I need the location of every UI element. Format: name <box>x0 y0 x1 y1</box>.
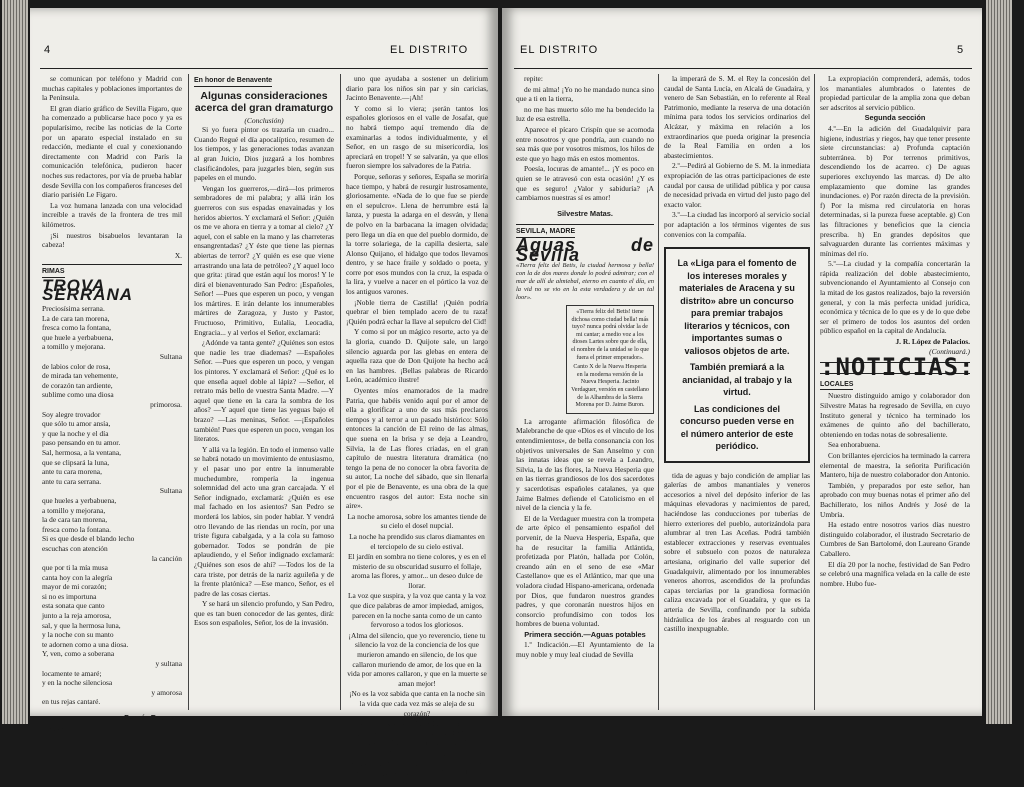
section-title: Segunda sección <box>864 113 926 123</box>
lopez-signature: J. R. López de Palacios. <box>895 337 970 347</box>
poem-title: TROVA SERRANA <box>42 275 134 305</box>
poem-line: y que la noche y el día <box>42 428 109 438</box>
poem-line: y sultana <box>155 659 182 669</box>
intro-paragraph: El gran diario gráfico de Sevilla Figaro, que ha comenzado a publicarse hace poco y ya es popularísimo, recibe las noticias de la Corte por un aparato especial instalado en su redacción, mediante el cual y conexionando directamente con Madrid con París la comunicación telefónica, pudieron hacer noches sus redactores, por vía de prueba hablar desde Sevilla con los compañeros franceses del diario parisién Le Figaro. <box>42 103 182 200</box>
poem-line: te adornen como a una diosa. <box>42 639 129 649</box>
poem-line: Si es que desde el blando lecho <box>42 534 135 544</box>
article-paragraph: 3.º—La ciudad las incorporó al servicio social por adaptación a los términos vigentes de sus convenios con la compañía. <box>664 210 810 239</box>
intro-paragraph: se comunican por teléfono y Madrid con muchas capitales y poblaciones importantes de la Península. <box>42 74 182 103</box>
poem-line: que hueles a yerbabuena, <box>42 495 117 505</box>
box-text: La «Liga para el fomento de los intereses morales y materiales de Aracena y su distrito» abre un concurso para premiar trabajos literarios y técnicos, con importantes sumas o valiosos objetos de arte. <box>677 258 797 356</box>
poem-line: de labios color de rosa, <box>42 361 111 371</box>
article-paragraph: Aparece el pícaro Crispín que se acomoda entre nosotros y que pondría, aun cuando no sea más que por vosotros mismos, los hilos de este que yo hago más en estos momentos. <box>516 124 654 163</box>
article-kicker: En honor de Benavente <box>194 76 272 87</box>
article-paragraph: tida de aguas y bajo condición de ampliar las galerías de ambos manantiales y veneros accesorios a nivel del depósito inferior de las máquinas elevadoras y nacimientos de pared, haciéndose las conducciones por tuberías de hierro exteriores del pueblo, autorizándola para alumbrar al tren Las Aceñas. Podrá también establecer extracciones y reservas eventuales sobre el subsuelo con pozos de naturaleza artesiana, originario del valle superior del Guadalquivir, alimentado por los innumerables veneros ahorros, ascendidos de la profundas capas terciarias por la grandiosa formación caliza excavada por el Guadaíra, y que es la arteria de Sevilla, confinando por la subida hidráulica de los árabes al resguardo con un castillo inexpugnable. <box>664 470 810 634</box>
article-paragraph: la imperará de S. M. el Rey la concesión del caudal de Santa Lucía, en Alcalá de Guadaíra, y venero de San Sebastián, en lo referente al Real Patrimonio, mediante la reserva de una dotación mínima para todos los servicios ordinarios del Alcázar, y máxima en relación a los extraordinarios que pueda originar la presencia de la Real Familia en orden a los abastecimientos. <box>664 74 810 160</box>
poem-line: Sultana <box>159 486 182 496</box>
right-col-3 <box>820 74 975 714</box>
left-header-rule <box>40 68 488 69</box>
sevilla-quote: «Tierra feliz del Betis, la ciudad hermosa y bella! con la de dos mares donde lo podrá admirar; con el mar de allí de almiebal, eterno en cuanto el día, en la vid no se vio en la esta verdadera y de un tal loor». <box>516 262 654 302</box>
article-paragraph: La expropiación comprenderá, además, todos los manantiales alumbrados o latentes de propiedad particular de la amplia zona que deban ser adscritos al servicio público. <box>820 74 970 112</box>
poem-line: en tus rejas cantaré. <box>42 697 101 707</box>
article-paragraph: no me has muerto sólo me ha bendecido la luz de esa estrella. <box>516 104 654 124</box>
poem-line: Preciosísima serrana. <box>42 304 105 314</box>
poem-line: paso pensando en tu amor. <box>42 438 121 448</box>
article-paragraph: de mi alma! ¡Yo no he mandado nunca sino que a ti en la tierra, <box>516 84 654 104</box>
poem-line: a tomillo y mejorana. <box>42 342 106 352</box>
matas-signature: Silvestre Matas. <box>557 208 613 218</box>
left-col-divider-1 <box>188 74 189 710</box>
left-page <box>30 8 498 787</box>
poem-author: Fermín Requena <box>124 713 182 722</box>
poem-kicker: RIMAS <box>42 267 65 278</box>
right-page-number: 5 <box>957 44 965 56</box>
intro-paragraph: La voz humana lanzada con una velocidad increíble a través de la frontera de tres mil kilómetros. <box>42 200 182 229</box>
left-page-header: EL DISTRITO <box>390 44 469 56</box>
poem-line: sublime como una diosa <box>42 390 114 400</box>
article-paragraph: Y como si por un mágico resorte, acto ya de la gloria, cuando D. Quijote sale, un largo silencio aguarda por las glebas en entera de aquella raza que de Don Quijote ha hecho acá en las hambres. ¡Bellas palabras de Ricardo León, académico ilustre! <box>346 327 488 385</box>
verse-line: ¡No es la voz sabida que canta en la noche sin la vida que cada vez más se aleja de su corazón? <box>349 689 485 718</box>
poem-line: escuchas con atención <box>42 543 108 553</box>
article-paragraph: La arrogante afirmación filosófica de Malebranche de que «Dios es el vínculo de los entendimientos», de bella consonancia con los objetivos universales de San Anselmo y con las innatas ideas que se revela a Leandro, Silvia, la de las flores, la Nueva Hesperia que en las tierras grandiosos de los dos sacerdotes y sacerdotisas españoles catalanes, ya que Jaime Balmes defiende el Catolicismo en el nivel de la ciencia y la fe. <box>516 416 654 513</box>
article-paragraph: 1.º Indicación.—El Ayuntamiento de la muy noble y muy leal ciudad de Sevilla <box>516 640 654 660</box>
poem-line: primorosa. <box>150 400 182 409</box>
left-col-2 <box>194 74 334 714</box>
right-header-rule <box>514 68 972 69</box>
article-paragraph: El de la Verdaguer muestra con la trompeta de arte épico el pensamiento español del porvenir, de la Nueva Hesperia, España, que ha de resucitar la familia Atlántida, profetizada por Platón, hallada por Colón, creando aún en el seno de ese «Mar Castellano» que es el Atlántico, mar que una voladora ciudad Hispano-americana, ordenada por Dios, que fundaron nuestros grandes padres, y que coronarán nuestros hijos en consorcio profundísimo con todos los hombres de buena voluntad. <box>516 513 654 629</box>
notice-item: Nuestro distinguido amigo y colaborador don Silvestre Matas ha regresado de Sevilla, en cuyo Instituto general y técnico ha terminado los exámenes de quinto año del bachillerato, obteniendo en todas notas de sobresaliente. <box>820 391 970 439</box>
left-footer-note: A su vez <box>42 724 67 733</box>
poem-line: Y, ven, como a soberana <box>42 649 115 659</box>
poem-line: canta hoy con la alegría <box>42 572 113 582</box>
figure-credit: Canto X de la Nueva Hesperia en la moderna versión de la Nueva Hesperia. Jacinto Verdaguer, versión en castellano de la Alhambra de la Sierra Morena por D. Jaime Buron. <box>571 364 649 409</box>
poem-line: ante tu cara serrana. <box>42 476 102 486</box>
poem-line: junto a la reja amorosa, <box>42 611 112 621</box>
intro-paragraph: ¡Si nuestros bisabuelos levantaran la cabeza! <box>42 230 182 250</box>
article-paragraph: Poesía, locuras de amante!... ¡Y es poco en quien se le atravesó con esta ocasión! ¿Y es que es seguro! ¿Valor y sabiduría? ¡A cambiarnos nuestras sí es amor! <box>516 164 654 203</box>
article-subtitle: (Conclusión) <box>244 115 284 125</box>
continuation-note: (Continuará.) <box>929 346 970 356</box>
poem-line: locamente te amaré; <box>42 668 102 678</box>
sevilla-title: Aguas de Sevilla <box>516 234 654 265</box>
poem-line: fresca como la fontana, <box>42 323 111 333</box>
poem-line: Sultana <box>159 352 182 362</box>
poem-line: Sal, hermosa, a la ventana, <box>42 447 122 457</box>
poem-line: y en la noche silenciosa <box>42 678 113 688</box>
box-text: También premiará a la ancianidad, al trabajo y la virtud. <box>682 362 792 398</box>
poem-line: sal, y que la hermosa luna, <box>42 620 121 630</box>
book-edge-left <box>2 0 28 724</box>
notices-kicker: LOCALES <box>820 380 853 391</box>
article-paragraph: Oyentes míos enamorados de la madre Patria, que habéis venido aquí por el amor de ella a glorificar a uno de sus más preclaros tiempos y al terror a un pasado histórico: Sólo entonces la canción de El reino de las almas, que suena en la brisa y se deja a Leandro, Silvia, la de Las flores criadas, en el gran capítulo de nuestra literatura dramática (no tengo la pena de no conocer la obra favorita de su autor, La noche del sábado, que sin llenarla por el pie de Benavente, es una obra de la que encuentro rasgos del autor: Esta noche sin aire». <box>346 386 488 511</box>
article-paragraph: repite: <box>524 74 543 83</box>
box-text: Las condiciones del concurso pueden verse en el número anterior de este periódico. <box>679 403 795 452</box>
sevilla-kicker: SEVILLA, MADRE <box>516 227 575 238</box>
right-page <box>502 8 982 716</box>
book-edge-right <box>986 0 1012 724</box>
poem-line: que huele a yerbabuena, <box>42 332 114 342</box>
verse-line: ¡Madre de mi alma! ¡No es luz de tus ojos la luz de esa estrella que como una lágrima de amor infinito en la noche tiembla? <box>351 719 483 748</box>
poem-line: La de cara tan morena, <box>42 313 110 323</box>
notice-item: Ha estado entre nosotros varios días nuestro distinguido colaborador, el ilustrado Secretario de Cumbres de San Bartolomé, don Laureano Grande Caballero. <box>820 520 970 558</box>
poem-line: esta sonata que canto <box>42 601 105 611</box>
poem-line: Soy alegre trovador <box>42 409 101 419</box>
poem-line: a tomillo y mejorana, <box>42 505 106 515</box>
poem-line: la canción <box>151 553 182 563</box>
poem-line: que se clipsará la luna, <box>42 457 110 467</box>
notice-item: También, y preparados por este señor, han aprobado con muy buenas notas el primer año del Bachillerato, los niños Andrés y José de la Umbría. <box>820 480 970 519</box>
figure-caption: «Tierra feliz del Betis! tiene dichosa como ciudad bella! más tuyo? nunca podrá olvidar la de mi cantar; a medio voz a los dioses Lartes sobre que de ella, el nombre de la unidad se lo que fuera el primer emperador». <box>571 309 649 361</box>
right-col-2 <box>664 74 810 714</box>
poem-line: de corazón tan ardiente, <box>42 380 113 390</box>
poem-line: de mirada tan vehemente, <box>42 371 118 381</box>
article-title: Algunas consideraciones acerca del gran dramaturgo <box>194 89 334 114</box>
article-paragraph: ¿Adónde va tanta gente? ¿Quiénes son estos que nadie les trae diademas? —Españoles Señor. —Pues que esperen un poco, y vengan los pintores. Y exclamará el Señor: ¿Qué es lo que enseña aquel doble al lápiz? —Señor, el retrato más bello de vuestra Santa Madre. —Y aquel que tiene en la cara la sombra de los años? —Y aquel que tiene las yeguas bajo el brazo? —Las meninas, Señor. —¡Españoles también! Pues que esperen un poco, vengan los literatos. <box>194 338 334 444</box>
poem-line: que por ti la mía musa <box>42 563 108 573</box>
poem-line: que sólo tu amor ansía, <box>42 419 111 429</box>
verse-line: La voz que suspira, y la voz que canta y la voz que dice palabras de amor impiedad, amigos, parecen en la noche santa como de un canto fervoroso a todos los gloriosos. <box>348 591 486 630</box>
verse-line: La noche amorosa, sobre los amantes tiende de su cielo el dosel nupcial. <box>347 511 487 531</box>
article-paragraph: Y se hará un silencio profundo, y San Pedro, que es tan buen conocedor de las gentes, dirá: Esos son españoles, Señor, los de la invasión. <box>194 599 334 628</box>
article-paragraph: Y allá va la legión. En todo el inmenso valle se habrá notado un movimiento de entusiasmo, y el pasar uno por entre la innumerable muchedumbre, rompería la ingenua solemnidad del acto una gran carcajada. Y el Señor indignado, exclamará: ¿Quién es ese mal fachado en los asientos? San Pedro se morderá los labios, sin poder hablar. Y vendrá otro llevando de las riendas un rocín, por una triste figura cabalgada, y a la cola su famoso gobernador. Todos se pondrán de pie aplaudiendo, y el Señor indignado exclamará: ¿Quiénes son esos de ahí? —Todos los de la cara triste, por detrás de la nariz aguileña y de la frente platónica? —Ese manco, Señor, es el padre de las cosas ciertas. <box>194 444 334 598</box>
verse-line: ¡Dile a tus ojos que yo no tengo más que el corazón... ¿Qué más diré yo a ti en la tierra, si desde que yo nací ha sido mi vida? La luz de esa estrella. <box>349 748 485 787</box>
poem-line: y amorosa <box>151 687 182 697</box>
right-col-divider-2 <box>814 74 815 710</box>
verse-line: El jardín en sombra no tiene colores, y es en el misterio de su obscuridad susurro el follaje, aroma las flores, y amor... un deseo dulce de llorar. <box>347 552 487 590</box>
contest-announcement-box <box>664 247 810 463</box>
poem-line: fresca como la fontana. <box>42 524 111 534</box>
poem-line: y la noche con su manto <box>42 630 114 640</box>
article-paragraph: 2.º—Pedirá al Gobierno de S. M. la inmediata expropiación de las otras participaciones de este caudal por causa de utilidad pública y por causa de necesidad privada en virtud del justo pago del exacto valor. <box>664 161 810 209</box>
section-title: Primera sección.—Aguas potables <box>524 629 646 639</box>
left-page-number: 4 <box>44 44 52 56</box>
poem-line: si no es importuna <box>42 591 97 601</box>
notice-item: El día 20 por la noche, festividad de San Pedro se celebró una magnífica velada en la calle de este nombre. Hubo fue- <box>820 559 970 588</box>
notices-banner: :NOTICIAS: <box>820 353 975 382</box>
notice-item: Con brillantes ejercicios ha terminado la carrera elemental de maestra, la señorita Purificación Mantero, hija de nuestro colaborador don Antonio. <box>820 450 970 480</box>
article-paragraph: uno que ayudaba a sostener un delirium diario para los niños sin par y sin caricias, Jacinto Benavente.—¡Ah! <box>346 74 488 103</box>
notice-item: Sea enhorabuena. <box>828 440 881 450</box>
article-paragraph: 5.º—La ciudad y la compañía concertarán la rápida realización del doble abastecimiento, subvencionando el Ayuntamiento al Consejo con la mitad de los gastos realizados, bajo la reversión general, y con la más perfecta unidad jurídica, económica y técnica de lo que es y de lo que debe ser el primero de todos los asuntos del orden público español en la capital de Andalucía. <box>820 259 970 336</box>
intro-initial: X. <box>174 250 182 260</box>
left-col-divider-2 <box>340 74 341 710</box>
verse-line: ¡Alma del silencio, que yo reverencio, tiene tu silencio la voz de la conciencia de los que murieron amando en silencio, de los que callaron muriendo de amor, de los que en la vida por amores callaron, y que en la muerte se aman mejor! <box>347 630 487 688</box>
right-page-header: EL DISTRITO <box>520 44 599 56</box>
poem-line: la de cara tan morena, <box>42 515 108 525</box>
article-paragraph: 4.º—En la adición del Guadalquivir para higiene, industrias y riegos, hay que tener presente siete circunstancias: a) Profunda captación subterránea. b) Por terrenos primitivos, descendiendo los de acarreo. c) De aguas superiores excluyendo las marcas. d) De alto emplazamiento que domine las grandes inundaciones. e) Por razón directa de la previsión. f) Por la misma red circulatoria en horas determinadas, si la pureza fuese aceptable. g) Con las filtraciones y beneficios que la ciencia prescriba. h) En grandes depósitos que salvaguarden durante las corrientes máximas y mínimas del río. <box>820 123 970 258</box>
left-col-3 <box>346 74 488 787</box>
right-col-divider-1 <box>658 74 659 710</box>
left-col-1 <box>42 74 182 733</box>
poem-lines <box>42 304 182 707</box>
poem-line: mayor de mi corazón; <box>42 582 107 592</box>
article-paragraph: Y como si lo viera; ¡serán tantos los españoles gloriosos en el valle de Josafat, que no habrá tiempo aquí tremendo día de examinarlas a todos individualmente, y el Señor, en un rasgo de su misericordia, los apreciará en tropel! Y se salvarán, ya que ellos fueron siempre los salvadores de la Patria. <box>346 103 488 171</box>
poem-line: ante tu cara morena, <box>42 467 102 477</box>
article-paragraph: ¡Noble tierra de Castilla! ¡Quién podría quebrar el bien templado acero de tu raza! ¡Quién podrá echar la llave al sepulcro del Cid! <box>346 297 488 326</box>
right-col-1 <box>516 74 654 714</box>
verse-line: La noche ha prendido sus claros diamantes en el terciopelo de su cielo estival. <box>349 531 485 551</box>
article-paragraph: Vengan los guerreros,—dirá—los primeros sembradores de mi palabra; y allá irán los guerreros con sus espadas enavainadas y los heridos abiertos. Y exclamará el Señor: ¿Quién os me ve ahora en tierra y a tomar al cielo? ¿Y aquel, con el sable en la mano y las charreteras ensangrentadas? ¿Y éste que tiene las piernas abiertas de terror? ¿Y quién es ese que viene arrastrando una lata de petróleo? ¿Y aquel loco que grita: ¡tirad que están aquí los moros! Y le dirá el bienaventurado San Pedro: ¡Españoles, Señor! —Pues que esperen un poco, y vengan los mártires. E irán delante los innumerables mártires de Zaragoza, y Justo y Pastor, Fructuoso, Primitivo, Eulalia, Leocadia, Engracia... y al verlos el Señor, exclamará: <box>194 183 334 337</box>
article-paragraph: Si yo fuera pintor os trazaría un cuadro... Cuando Regué el día apocalíptico, resumen de los tiempos, y las generaciones todas avanzan al gran Juicio, Dios juzgará a los hombres clasificándoles, para juzgarles bien, según sus papeles en el mundo. <box>194 125 334 183</box>
verse-figure-box <box>566 305 654 414</box>
article-paragraph: Porque, señoras y señores, España se moriría hace tiempo, y habrá de resurgir lustrosamente, gloriosamente. «Nada de lo que fue se pierde en el sepulcro». Llena de herrumbre está la lanza, y puesta la adarga en el desván, y llena de polvo en la barbacana la imagen olvidada; pero llega un día en que del pueblo dormido, de la torre solariega, de la capilla desierta, sale Alonso Quijano, el hidalgo que todos llevamos dentro, y se hace fraile y soldado o poeta, y corre por esos mundos con la cruz, la espada o la lira, y vuelve a nacer en el pórtico la voz de los antiguos varones. <box>346 171 488 297</box>
